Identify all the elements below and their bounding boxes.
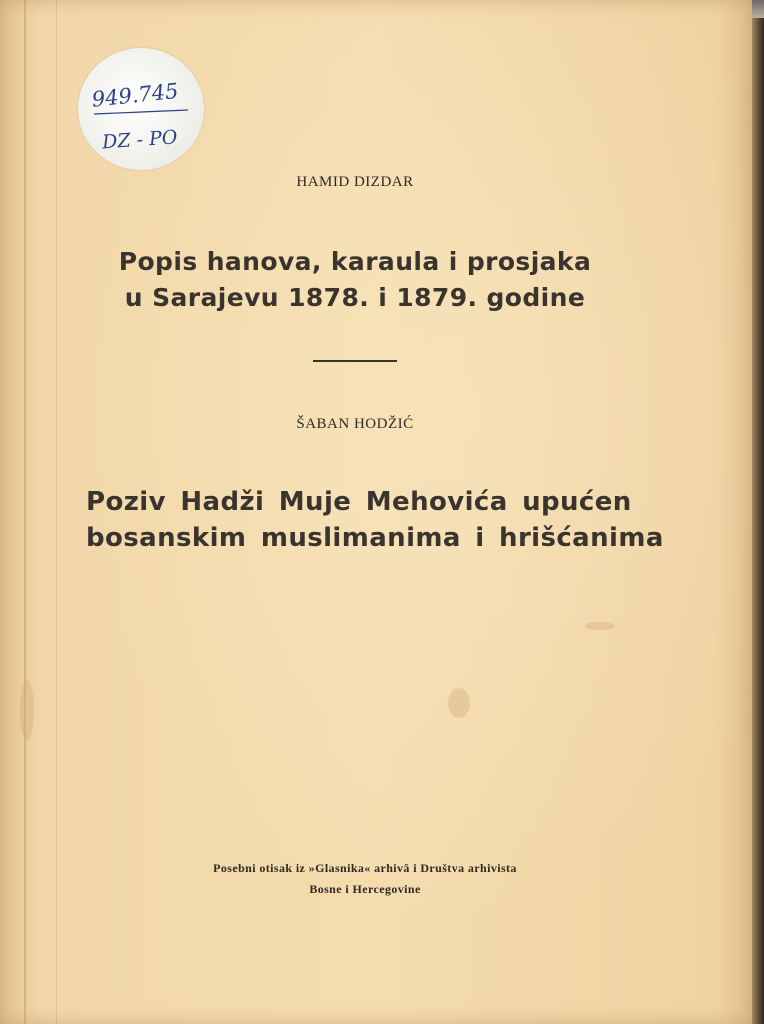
paper-stain (448, 688, 470, 718)
paper-stain (20, 680, 34, 740)
library-call-number-sticker (78, 48, 204, 170)
section-divider (313, 360, 397, 362)
article-title-2-line-1: Poziv Hadži Muje Mehovića upućen (86, 487, 632, 517)
article-title-1-line-2: u Sarajevu 1878. i 1879. godine (124, 283, 586, 312)
call-number-line-2: DZ - PO (101, 126, 179, 154)
offprint-note (0, 858, 730, 900)
article-title-2 (86, 484, 686, 556)
article-title-2-line-2: bosanskim muslimanima i hrišćanima (86, 523, 664, 553)
offprint-note-line-1: Posebni otisak iz »Glasnika« arhivâ i Društva arhivista (213, 861, 517, 875)
author-name-1: HAMID DIZDAR (296, 174, 414, 190)
handwritten-call-number (78, 48, 204, 170)
offprint-note-line-2: Bosne i Hercegovine (309, 882, 421, 896)
author-name-2: ŠABAN HODŽIĆ (296, 416, 414, 432)
call-number-line-1: 949.745 (90, 78, 180, 112)
article-title-1-line-1: Popis hanova, karaula i prosjaka (118, 247, 592, 276)
call-number-rule (94, 110, 188, 114)
article-title-1 (0, 244, 710, 316)
paper-stain (585, 622, 615, 630)
